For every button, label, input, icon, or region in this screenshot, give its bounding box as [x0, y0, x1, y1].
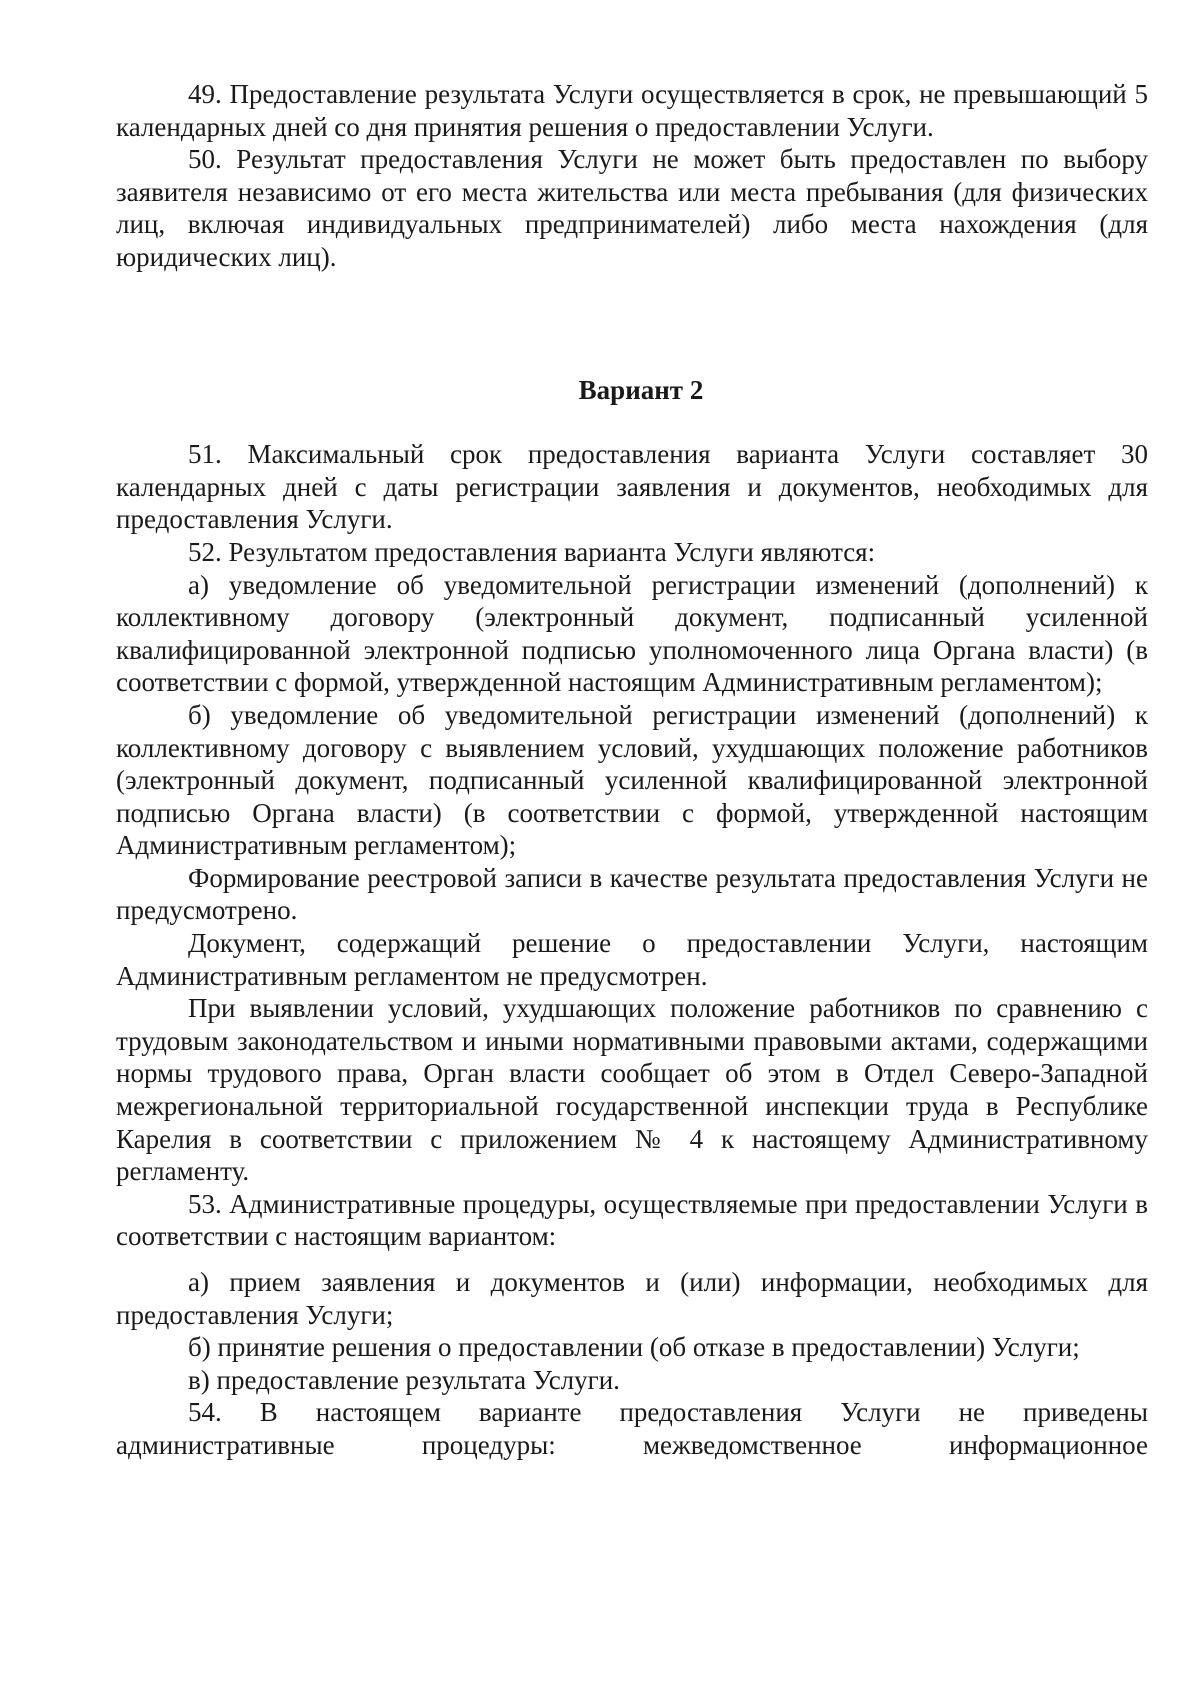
paragraph-49: 49. Предоставление результата Услуги осуществляется в срок, не превышающий 5 календарных дней со дня принятия решения о предоставлении Услуги.: [116, 79, 1148, 142]
paragraph-registry-record: Формирование реестровой записи в качестве результата предоставления Услуги не предусмотрено.: [116, 862, 1148, 926]
list-spacer: [116, 1253, 1148, 1266]
paragraph-50: 50. Результат предоставления Услуги не может быть предоставлен по выбору заявителя независимо от его места жительства или места пребывания (для физических лиц, включая индивидуальных предпринимателей) либо места нахождения (для юридических лиц).: [116, 144, 1148, 272]
paragraph-decision-document: Документ, содержащий решение о предоставлении Услуги, настоящим Административным регламентом не предусмотрен.: [116, 928, 1148, 991]
paragraph-52-item-a: а) уведомление об уведомительной регистрации изменений (дополнений) к коллективному договору (электронный документ, подписанный усиленной квалифицированной электронной подписью уполномоченного лица Органа власти) (в соответствии с формой, утвержденной настоящим Административным регламентом);: [116, 569, 1148, 698]
paragraph-53: 53. Административные процедуры, осуществляемые при предоставлении Услуги в соответствии с настоящим вариантом:: [116, 1188, 1148, 1252]
paragraph-54: 54. В настоящем варианте предоставления Услуги не приведены административные процедуры: межведомственное информационное: [116, 1397, 1148, 1460]
paragraph-worse-conditions: При выявлении условий, ухудшающих положение работников по сравнению с трудовым законодательством и иными нормативными правовыми актами, содержащими нормы трудового права, Орган власти сообщает об этом в Отдел Северо-Западной межрегиональной территориальной государственной инспекции труда в Республике Карелия в соответствии с приложением № 4 к настоящему Административному регламенту.: [116, 993, 1148, 1187]
paragraph-52-item-b: б) уведомление об уведомительной регистрации изменений (дополнений) к коллективному договору с выявлением условий, ухудшающих положение работников (электронный документ, подписанный усиленной квалифицированной электронной подписью Органа власти) (в соответствии с формой, утвержденной настоящим Административным регламентом);: [116, 699, 1148, 861]
section-heading: Вариант 2: [578, 374, 704, 405]
paragraph-51: 51. Максимальный срок предоставления варианта Услуги составляет 30 календарных дней с даты регистрации заявления и документов, необходимых для предоставления Услуги.: [116, 439, 1148, 535]
paragraph-53-item-c: в) предоставление результата Услуги.: [188, 1364, 620, 1395]
paragraph-52: 52. Результатом предоставления варианта Услуги являются:: [188, 536, 876, 567]
paragraph-53-item-b: б) принятие решения о предоставлении (об отказе в предоставлении) Услуги;: [188, 1332, 1080, 1363]
heading-spacer: [116, 406, 1148, 438]
section-spacer: [116, 274, 1148, 374]
paragraph-53-item-a: а) прием заявления и документов и (или) информации, необходимых для предоставления Услуги;: [116, 1267, 1148, 1330]
